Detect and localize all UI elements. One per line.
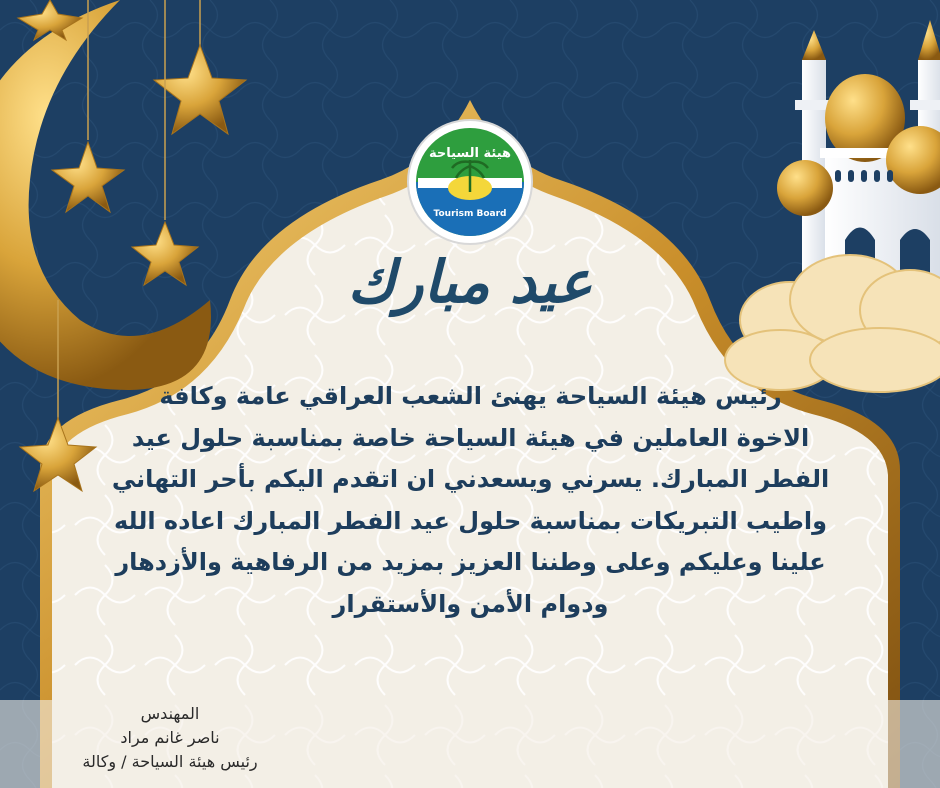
message-line: ودوام الأمن والأستقرار <box>332 589 609 618</box>
message-line: علينا وعليكم وعلى وطننا العزيز بمزيد من الرفاهية والأزدهار <box>115 548 826 576</box>
signature-block <box>40 702 300 774</box>
greeting-message <box>98 376 843 625</box>
signature-position: رئيس هيئة السياحة / وكالة <box>82 752 258 771</box>
message-line: واطيب التبريكات بمناسبة حلول عيد الفطر المبارك اعاده الله <box>113 506 827 535</box>
logo-arabic-name: هيئة السياحة <box>428 146 512 161</box>
eid-mubarak-calligraphy: عيد مبارك <box>347 248 593 316</box>
signature-name: ناصر غانم مراد <box>120 728 220 747</box>
signature-title: المهندس <box>140 704 200 723</box>
message-line: الاخوة العاملين في هيئة السياحة خاصة بمناسبة حلول عيد <box>131 423 810 452</box>
message-line: الفطر المبارك. يسرني ويسعدني ان اتقدم اليكم بأحر التهاني <box>111 465 830 493</box>
message-line: رئيس هيئة السياحة يهنئ الشعب العراقي عامة وكافة <box>159 382 782 410</box>
logo-english-name: Tourism Board <box>433 209 507 219</box>
